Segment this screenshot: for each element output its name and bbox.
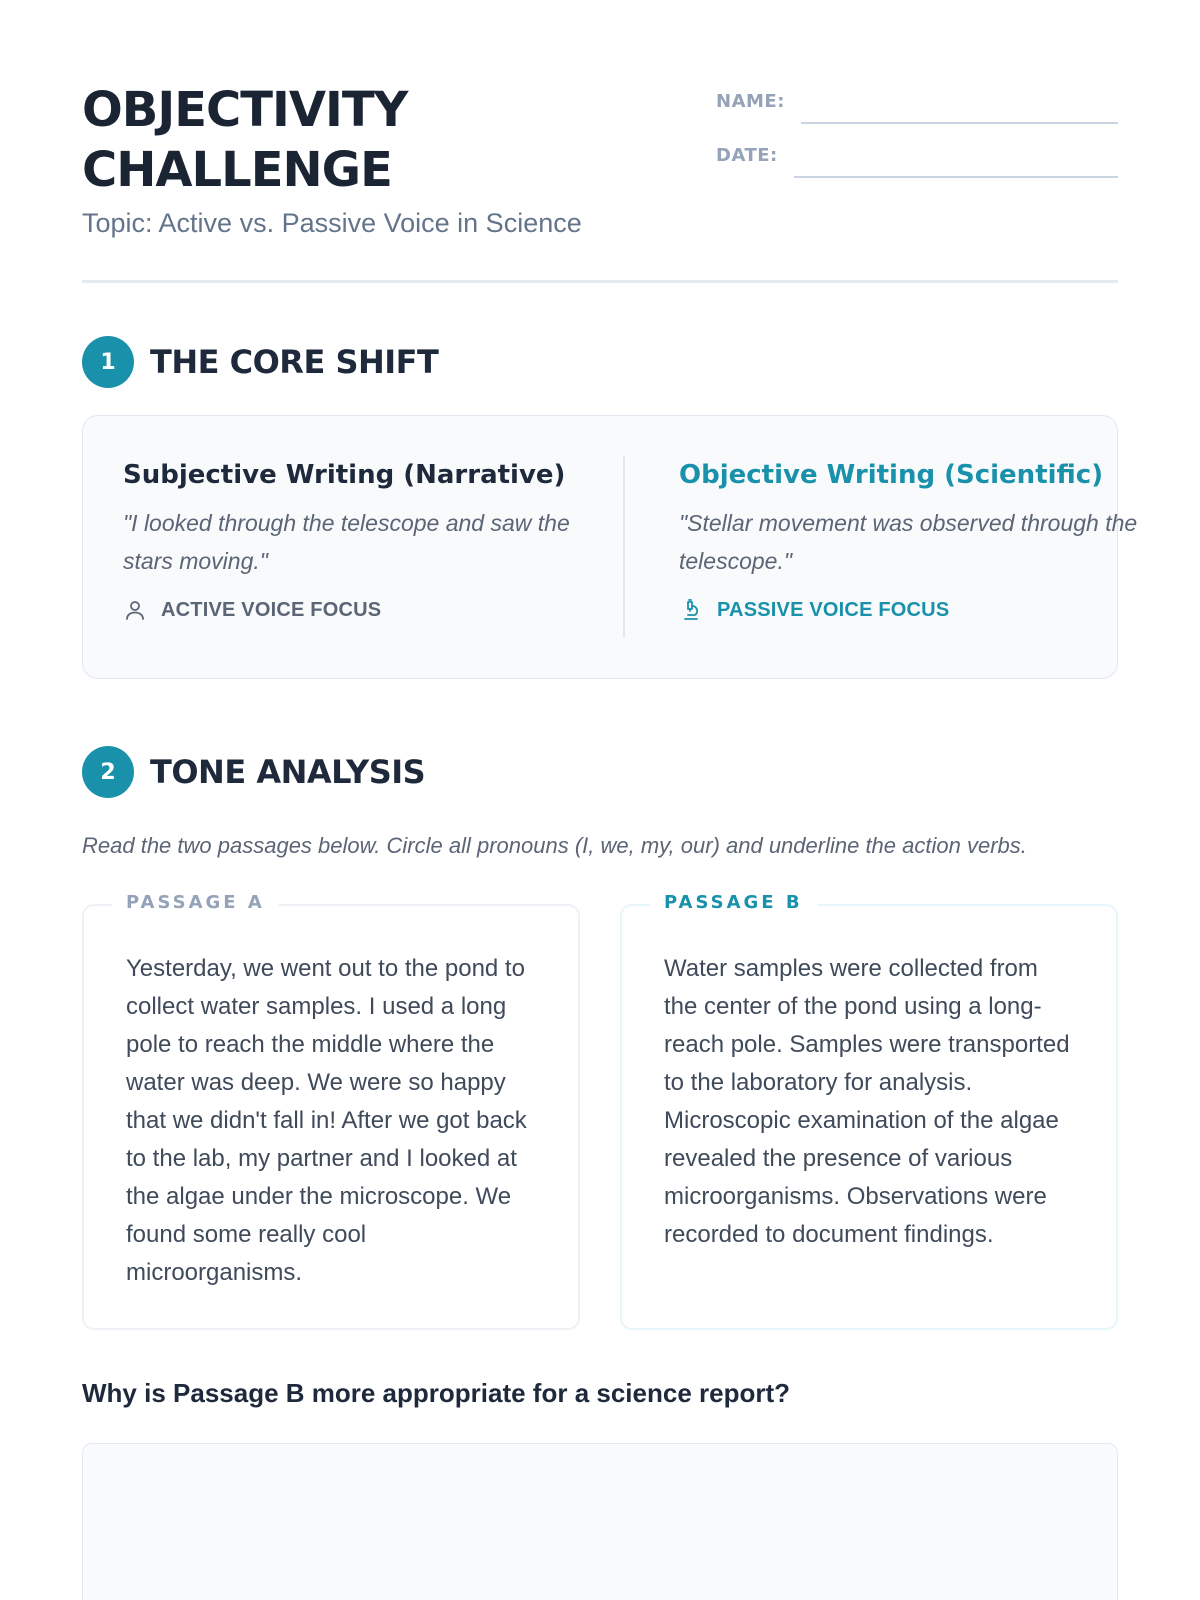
student-fields: [716, 80, 1118, 194]
objective-quote: "Stellar movement was observed through the telescope.": [679, 510, 1138, 574]
passage-a-label: PASSAGE A: [112, 892, 279, 913]
passive-voice-label: [679, 598, 1139, 622]
subjective-heading: Subjective Writing (Narrative): [123, 460, 566, 490]
passage-a-text: Yesterday, we went out to the pond to collect water samples. I used a long pole to reach the middle where the water was deep. We were so happy that we didn't fall in! After we got back to the lab, my partner and I looked at the algae under the microscope. We found some really cool microorganisms.: [126, 955, 527, 1286]
objective-column: [625, 456, 1179, 638]
reflection-question: Why is Passage B more appropriate for a science report?: [82, 1378, 791, 1408]
name-field[interactable]: [801, 86, 1118, 124]
tone-instruction: Read the two passages below. Circle all pronouns (I, we, my, our) and underline the action verbs.: [82, 833, 1027, 858]
active-voice-label: [123, 598, 583, 622]
passage-b: [620, 892, 1118, 1330]
section-2-title: TONE ANALYSIS: [150, 753, 426, 791]
passages: [82, 892, 1118, 1330]
active-voice-text: ACTIVE VOICE FOCUS: [161, 598, 382, 621]
page-title: [82, 80, 702, 200]
title-block: [82, 80, 702, 239]
user-icon: [123, 598, 147, 622]
date-field-row: [716, 140, 1118, 178]
topic-subtitle: Topic: Active vs. Passive Voice in Science: [82, 208, 582, 238]
section-1-heading: [82, 335, 1118, 389]
passage-a: [82, 892, 580, 1330]
title-line-1: OBJECTIVITY: [82, 82, 408, 138]
title-line-2: CHALLENGE: [82, 142, 392, 198]
name-field-row: [716, 86, 1118, 124]
date-label: DATE:: [716, 145, 778, 166]
section-2-heading: [82, 745, 1118, 799]
microscope-icon: [679, 598, 703, 622]
passage-b-text: Water samples were collected from the center of the pond using a long-reach pole. Samples were transported to the laboratory for analysis. Microscopic examination of the algae revealed the presence of various microorganisms. Observations were recorded to document findings.: [664, 955, 1070, 1248]
passive-voice-text: PASSIVE VOICE FOCUS: [717, 598, 950, 621]
date-field[interactable]: [794, 140, 1118, 178]
passage-b-label: PASSAGE B: [650, 892, 817, 913]
objective-heading: Objective Writing (Scientific): [679, 460, 1104, 490]
header-divider: [82, 280, 1118, 283]
section-1-badge: 1: [82, 336, 134, 388]
core-shift-card: [82, 415, 1138, 679]
header: [82, 80, 1118, 280]
section-2-badge: 2: [82, 746, 134, 798]
subjective-quote: "I looked through the telescope and saw the stars moving.": [123, 510, 570, 574]
section-1-title: THE CORE SHIFT: [150, 343, 439, 381]
subjective-column: [83, 456, 625, 638]
name-label: NAME:: [716, 91, 785, 112]
answer-box[interactable]: [82, 1443, 1118, 1600]
